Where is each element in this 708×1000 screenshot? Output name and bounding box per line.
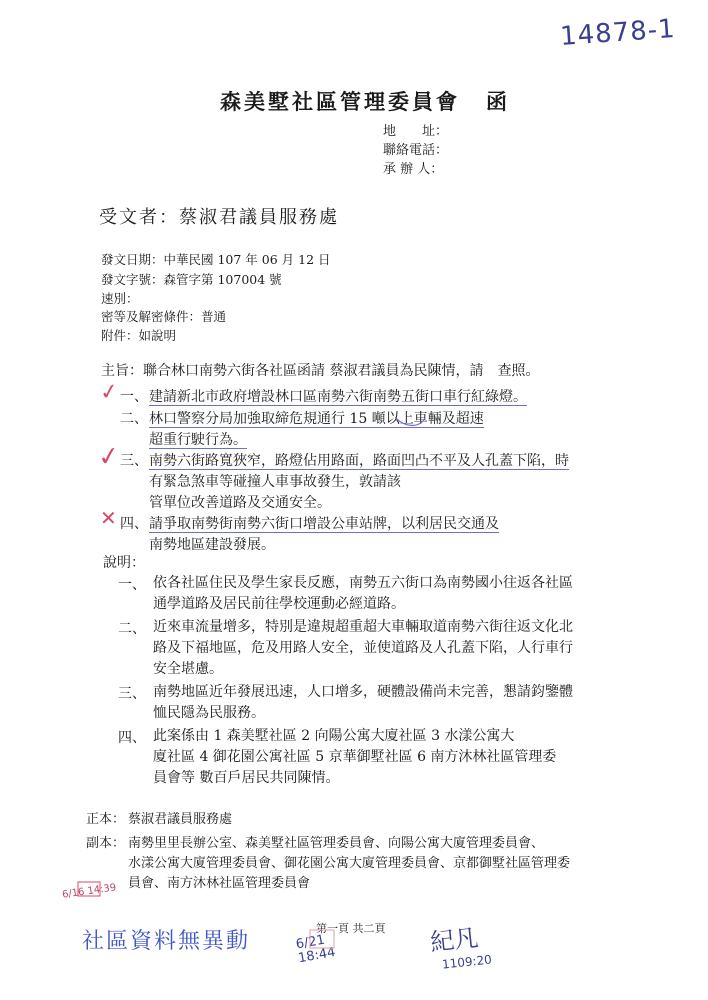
main-recipient-value: 蔡淑君議員服務處 [128,812,233,827]
handwritten-date-mark: 6/16 14:39 [61,882,117,901]
handler-label: 承 辦 人： [383,162,444,177]
explanation-4-line-3: 員會等 數百戶居民共同陳情。 [153,770,340,786]
item-3-line-3: 管單位改善道路及交通安全。 [149,495,331,511]
item-1-text: 建請新北市政府增設林口區南勢六街南勢五街口車行紅綠燈。 [149,389,527,405]
dispatch-date: 發文日期：中華民國 107 年 06 月 12 日 [101,252,331,267]
explanation-1-line-1: 依各社區住民及學生家長反應，南勢五六街口為南勢國小往返各社區 [153,575,573,591]
recipient: 受文者：蔡淑君議員服務處 [99,207,339,228]
handwritten-reference-number: 14878-1 [559,14,677,52]
handwritten-time-note: 1109:20 [441,952,493,972]
copy-recipient-line-3: 員會、南方沐林社區管理委員會 [128,876,311,891]
explanation-2-number: 二、 [118,621,146,637]
subject-line: 主旨：聯合林口南勢六街各社區函請 蔡淑君議員為民陳情，請 查照。 [101,363,540,379]
copy-recipient-line-2: 水漾公寓大廈管理委員會、御花園公寓大廈管理委員會、京都御墅社區管理委 [128,856,571,871]
item-3-line-1: 南勢六街路寬狹窄，路燈佔用路面，路面凹凸不平及人孔蓋下陷，時 [149,453,569,469]
organization-name: 森美墅社區管理委員會 [220,89,460,114]
handwritten-time-mark: 6/21 18:44 [294,932,337,967]
delivery-speed: 速別： [101,291,139,306]
item-4-number: 四、 [120,516,148,532]
explanation-3-line-2: 恤民隱為民服務。 [153,705,265,721]
stamp-no-change-note: 社區資料無異動 [82,929,251,954]
handwritten-signature: 紀凡 [428,923,480,957]
explanation-2-line-3: 安全堪慮。 [153,661,223,677]
explanation-4-line-2: 廈社區 4 御花園公寓社區 5 京華御墅社區 6 南方沐林社區管理委 [153,749,557,765]
explanation-3-line-1: 南勢地區近年發展迅速，人口增多，硬體設備尚未完善，懇請鈞鑒體 [153,684,573,700]
item-4-line-2: 南勢地區建設發展。 [149,537,275,553]
item-2-number: 二、 [120,411,148,427]
explanation-1-number: 一、 [118,577,146,593]
address-label: 地 址： [383,124,449,139]
secrecy-level: 密等及解密條件：普通 [101,309,227,324]
explanation-2-line-2: 路及下福地區，危及用路人安全，並使道路及人孔蓋下陷，人行車行 [153,640,573,656]
explanation-2-line-1: 近來車流量增多，特別是違規超重超大車輛取道南勢六街往返文化北 [153,619,573,635]
explanation-3-number: 三、 [118,686,146,702]
letterhead-title [220,86,510,116]
item-1-number: 一、 [120,389,148,405]
check-mark-item-3: ✓ [96,440,122,474]
explanation-heading: 說明： [103,555,145,571]
copy-recipient-label: 副本： [86,836,126,851]
attachment: 附件：如說明 [101,328,177,343]
main-recipient-label: 正本： [86,812,126,827]
page-number: 第一頁 共二頁 [316,922,386,935]
item-3-line-2: 有緊急煞車等碰撞人車事故發生，敦請該 [149,474,401,490]
check-mark-item-1: ✓ [98,378,121,407]
explanation-1-line-2: 通學道路及居民前往學校運動必經道路。 [153,596,405,612]
item-4-line-1: 請爭取南勢街南勢六街口增設公車站牌，以利居民交通及 [149,516,499,532]
dispatch-number: 發文字號：森管字第 107004 號 [101,272,282,287]
cross-mark-item-4: ✕ [100,506,117,530]
copy-recipient-line-1: 南勢里里長辦公室、森美墅社區管理委員會、向陽公寓大廈管理委員會、 [128,836,545,851]
item-2-line-2: 超重行駛行為。 [149,432,247,448]
document-type: 函 [486,89,510,114]
explanation-4-number: 四、 [118,730,146,746]
explanation-4-line-1: 此案係由 1 森美墅社區 2 向陽公寓大廈社區 3 水漾公寓大 [153,728,515,744]
item-2-line-1: 林口警察分局加強取締危規通行 15 噸以上車輛及超速 [149,411,484,427]
item-3-number: 三、 [120,453,148,469]
phone-label: 聯絡電話： [383,143,449,158]
